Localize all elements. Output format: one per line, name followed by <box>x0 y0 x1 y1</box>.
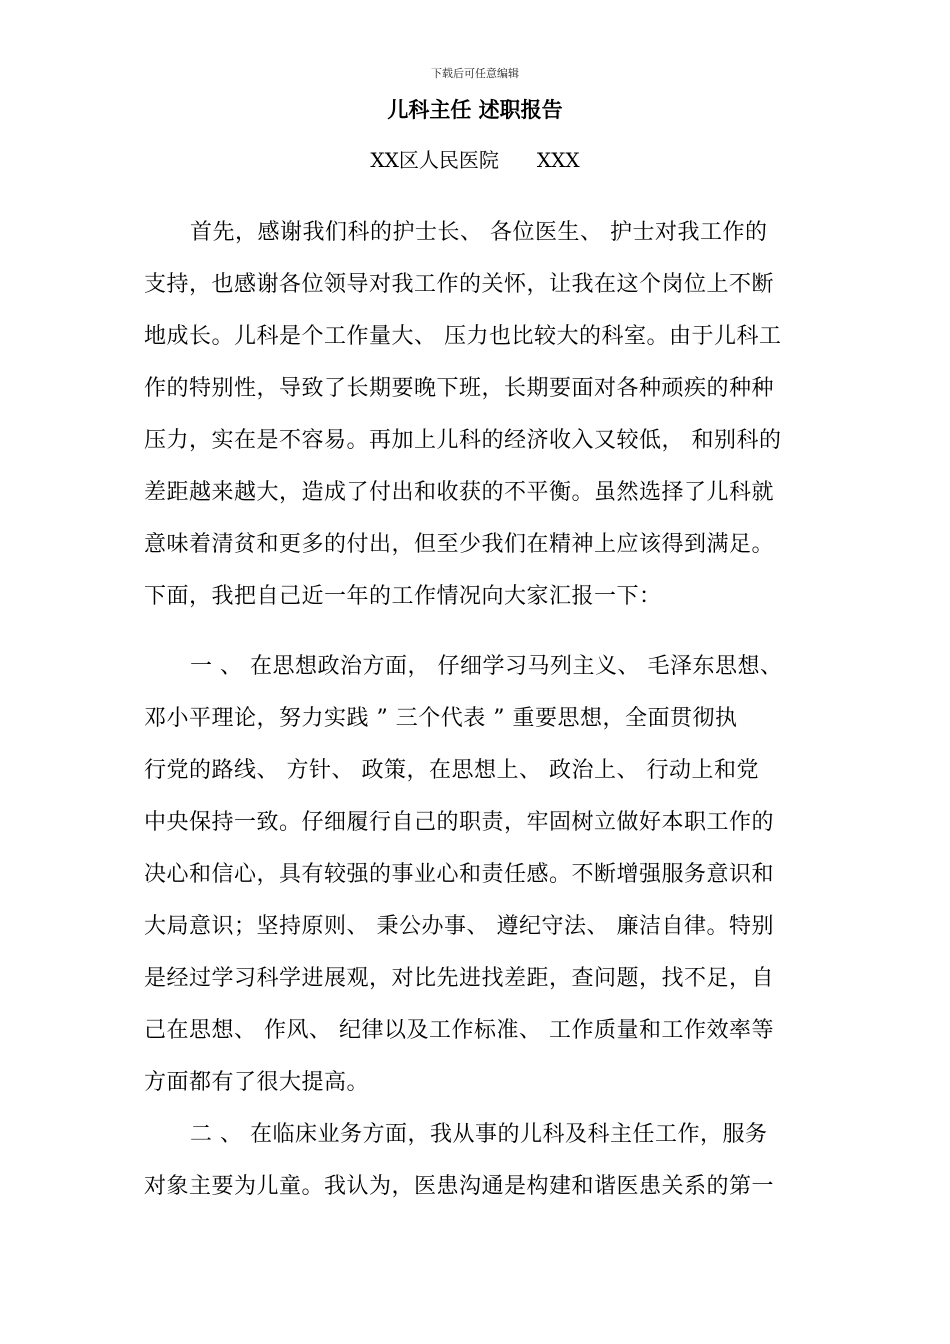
paragraph-2-line: 己在思想、 作风、 纪律以及工作标准、 工作质量和工作效率等 <box>144 1018 774 1043</box>
byline-org: XX区人民医院 <box>370 148 499 172</box>
paragraph-2-line: 决心和信心，具有较强的事业心和责任感。不断增强服务意识和 <box>144 862 775 887</box>
paragraph-3-line: 二 、 在临床业务方面，我从事的儿科及科主任工作，服务 <box>190 1122 768 1147</box>
paragraph-2-line: 邓小平理论，努力实践 ” 三个代表 ” 重要思想，全面贯彻执 <box>144 706 738 731</box>
paragraph-1-line: 支持，也感谢各位领导对我工作的关怀，让我在这个岗位上不断 <box>144 272 775 297</box>
byline-name: XXX <box>536 148 580 172</box>
paragraph-1-line: 差距越来越大，造成了付出和收获的不平衡。虽然选择了儿科就 <box>144 480 775 505</box>
paragraph-1-line: 首先，感谢我们科的护士长、 各位医生、 护士对我工作的 <box>190 220 768 245</box>
paragraph-2-line: 中央保持一致。仔细履行自己的职责，牢固树立做好本职工作的 <box>144 810 775 835</box>
paragraph-2-line: 方面都有了很大提高。 <box>144 1070 370 1095</box>
byline <box>0 146 950 174</box>
paragraph-1-line: 地成长。儿科是个工作量大、 压力也比较大的科室。由于儿科工 <box>144 324 782 349</box>
paragraph-1-line: 压力，实在是不容易。再加上儿科的经济收入又较低， 和别科的 <box>144 428 782 453</box>
paragraph-2-line: 大局意识；坚持原则、 秉公办事、 遵纪守法、 廉洁自律。特别 <box>144 914 774 939</box>
paragraph-3-line: 对象主要为儿童。我认为，医患沟通是构建和谐医患关系的第一 <box>144 1174 775 1199</box>
paragraph-2-line: 是经过学习科学进展观，对比先进找差距，查问题，找不足，自 <box>144 966 775 991</box>
paragraph-1-line: 下面，我把自己近一年的工作情况向大家汇报一下： <box>144 584 662 609</box>
header-note: 下载后可任意编辑 <box>431 67 519 80</box>
paragraph-2-line: 一 、 在思想政治方面， 仔细学习马列主义、 毛泽东思想、 <box>190 654 783 679</box>
paragraph-2-line: 行党的路线、 方针、 政策，在思想上、 政治上、 行动上和党 <box>144 758 759 783</box>
paragraph-1-line: 意味着清贫和更多的付出，但至少我们在精神上应该得到满足。 <box>144 532 775 557</box>
document-title: 儿科主任 述职报告 <box>387 98 563 122</box>
paragraph-1-line: 作的特别性，导致了长期要晚下班，长期要面对各种顽疾的种种 <box>144 376 775 401</box>
